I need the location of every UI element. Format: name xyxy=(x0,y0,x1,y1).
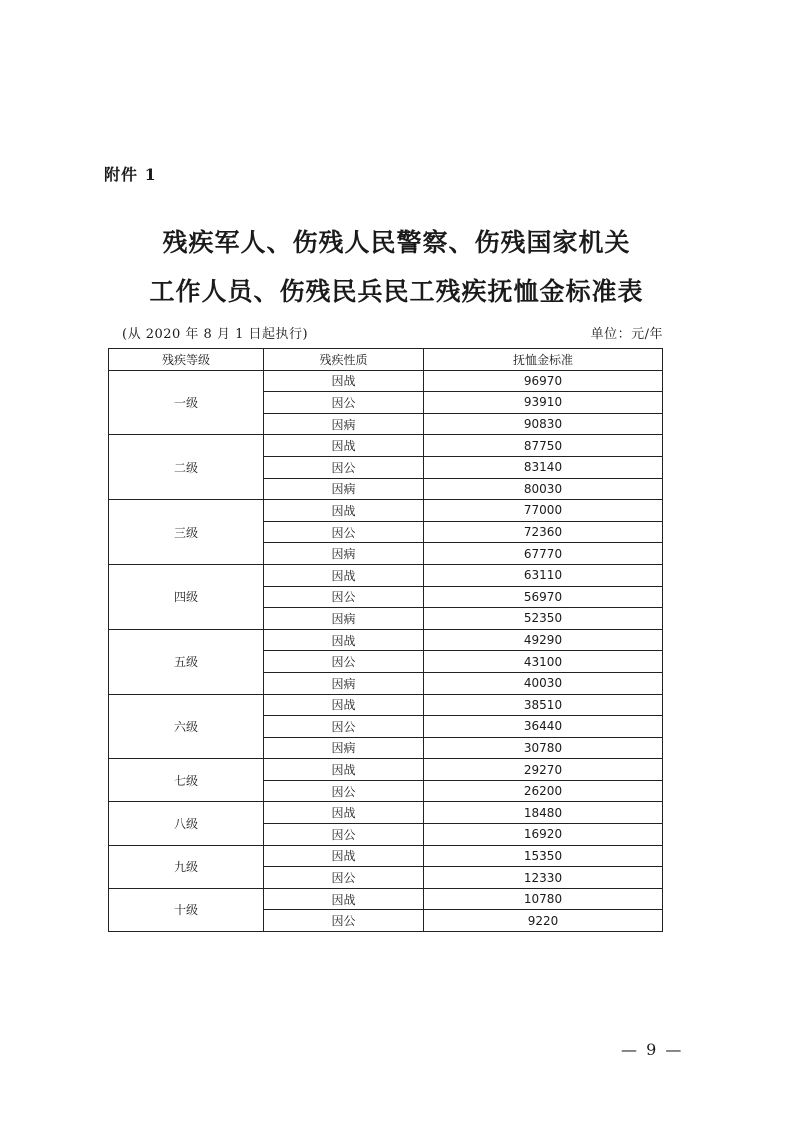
amount-cell: 49290 xyxy=(424,629,663,651)
nature-cell: 因公 xyxy=(264,651,424,673)
title-line-1: 残疾军人、伤残人民警察、伤残国家机关 xyxy=(162,228,631,257)
table-row xyxy=(109,435,663,457)
nature-cell: 因公 xyxy=(264,780,424,802)
nature-cell: 因病 xyxy=(264,672,424,694)
nature-cell: 因病 xyxy=(264,543,424,565)
amount-cell: 67770 xyxy=(424,543,663,565)
nature-cell: 因公 xyxy=(264,456,424,478)
nature-cell: 因战 xyxy=(264,500,424,522)
table-body xyxy=(109,370,663,931)
nature-cell: 因公 xyxy=(264,867,424,889)
table-row xyxy=(109,564,663,586)
amount-cell: 63110 xyxy=(424,564,663,586)
header-amount: 抚恤金标准 xyxy=(424,349,663,371)
nature-cell: 因战 xyxy=(264,694,424,716)
table-row xyxy=(109,759,663,781)
header-level: 残疾等级 xyxy=(109,349,264,371)
level-cell: 七级 xyxy=(109,759,264,802)
table-row xyxy=(109,500,663,522)
amount-cell: 29270 xyxy=(424,759,663,781)
nature-cell: 因公 xyxy=(264,716,424,738)
level-cell: 四级 xyxy=(109,564,264,629)
nature-cell: 因战 xyxy=(264,888,424,910)
nature-cell: 因战 xyxy=(264,629,424,651)
nature-cell: 因战 xyxy=(264,370,424,392)
table-row xyxy=(109,845,663,867)
amount-cell: 87750 xyxy=(424,435,663,457)
level-cell: 六级 xyxy=(109,694,264,759)
effective-date-note: (从 2020 年 8 月 1 日起执行) xyxy=(122,327,309,342)
amount-cell: 12330 xyxy=(424,867,663,889)
header-nature: 残疾性质 xyxy=(264,349,424,371)
nature-cell: 因病 xyxy=(264,478,424,500)
amount-cell: 26200 xyxy=(424,780,663,802)
nature-cell: 因病 xyxy=(264,608,424,630)
amount-cell: 38510 xyxy=(424,694,663,716)
nature-cell: 因公 xyxy=(264,392,424,414)
amount-cell: 16920 xyxy=(424,824,663,846)
attachment-label: 附件 1 xyxy=(104,165,157,184)
amount-cell: 90830 xyxy=(424,413,663,435)
level-cell: 一级 xyxy=(109,370,264,435)
page-number: — 9 — xyxy=(621,1040,684,1059)
table-row xyxy=(109,629,663,651)
nature-cell: 因公 xyxy=(264,824,424,846)
amount-cell: 18480 xyxy=(424,802,663,824)
amount-cell: 10780 xyxy=(424,888,663,910)
level-cell: 九级 xyxy=(109,845,264,888)
amount-cell: 40030 xyxy=(424,672,663,694)
table-row xyxy=(109,802,663,824)
amount-cell: 43100 xyxy=(424,651,663,673)
nature-cell: 因战 xyxy=(264,802,424,824)
pension-standard-table xyxy=(108,348,663,932)
amount-cell: 83140 xyxy=(424,456,663,478)
amount-cell: 96970 xyxy=(424,370,663,392)
table-header-row xyxy=(109,349,663,371)
amount-cell: 56970 xyxy=(424,586,663,608)
nature-cell: 因公 xyxy=(264,521,424,543)
nature-cell: 因战 xyxy=(264,759,424,781)
nature-cell: 因公 xyxy=(264,910,424,932)
level-cell: 五级 xyxy=(109,629,264,694)
amount-cell: 36440 xyxy=(424,716,663,738)
amount-cell: 52350 xyxy=(424,608,663,630)
title-line-2: 工作人员、伤残民兵民工残疾抚恤金标准表 xyxy=(149,277,644,306)
nature-cell: 因战 xyxy=(264,564,424,586)
amount-cell: 93910 xyxy=(424,392,663,414)
level-cell: 二级 xyxy=(109,435,264,500)
nature-cell: 因公 xyxy=(264,586,424,608)
level-cell: 十级 xyxy=(109,888,264,931)
nature-cell: 因战 xyxy=(264,845,424,867)
amount-cell: 9220 xyxy=(424,910,663,932)
level-cell: 三级 xyxy=(109,500,264,565)
amount-cell: 80030 xyxy=(424,478,663,500)
amount-cell: 30780 xyxy=(424,737,663,759)
table-row xyxy=(109,888,663,910)
level-cell: 八级 xyxy=(109,802,264,845)
unit-note: 单位：元/年 xyxy=(590,327,663,342)
table-row xyxy=(109,370,663,392)
amount-cell: 72360 xyxy=(424,521,663,543)
amount-cell: 15350 xyxy=(424,845,663,867)
nature-cell: 因病 xyxy=(264,413,424,435)
nature-cell: 因战 xyxy=(264,435,424,457)
nature-cell: 因病 xyxy=(264,737,424,759)
table-row xyxy=(109,694,663,716)
amount-cell: 77000 xyxy=(424,500,663,522)
